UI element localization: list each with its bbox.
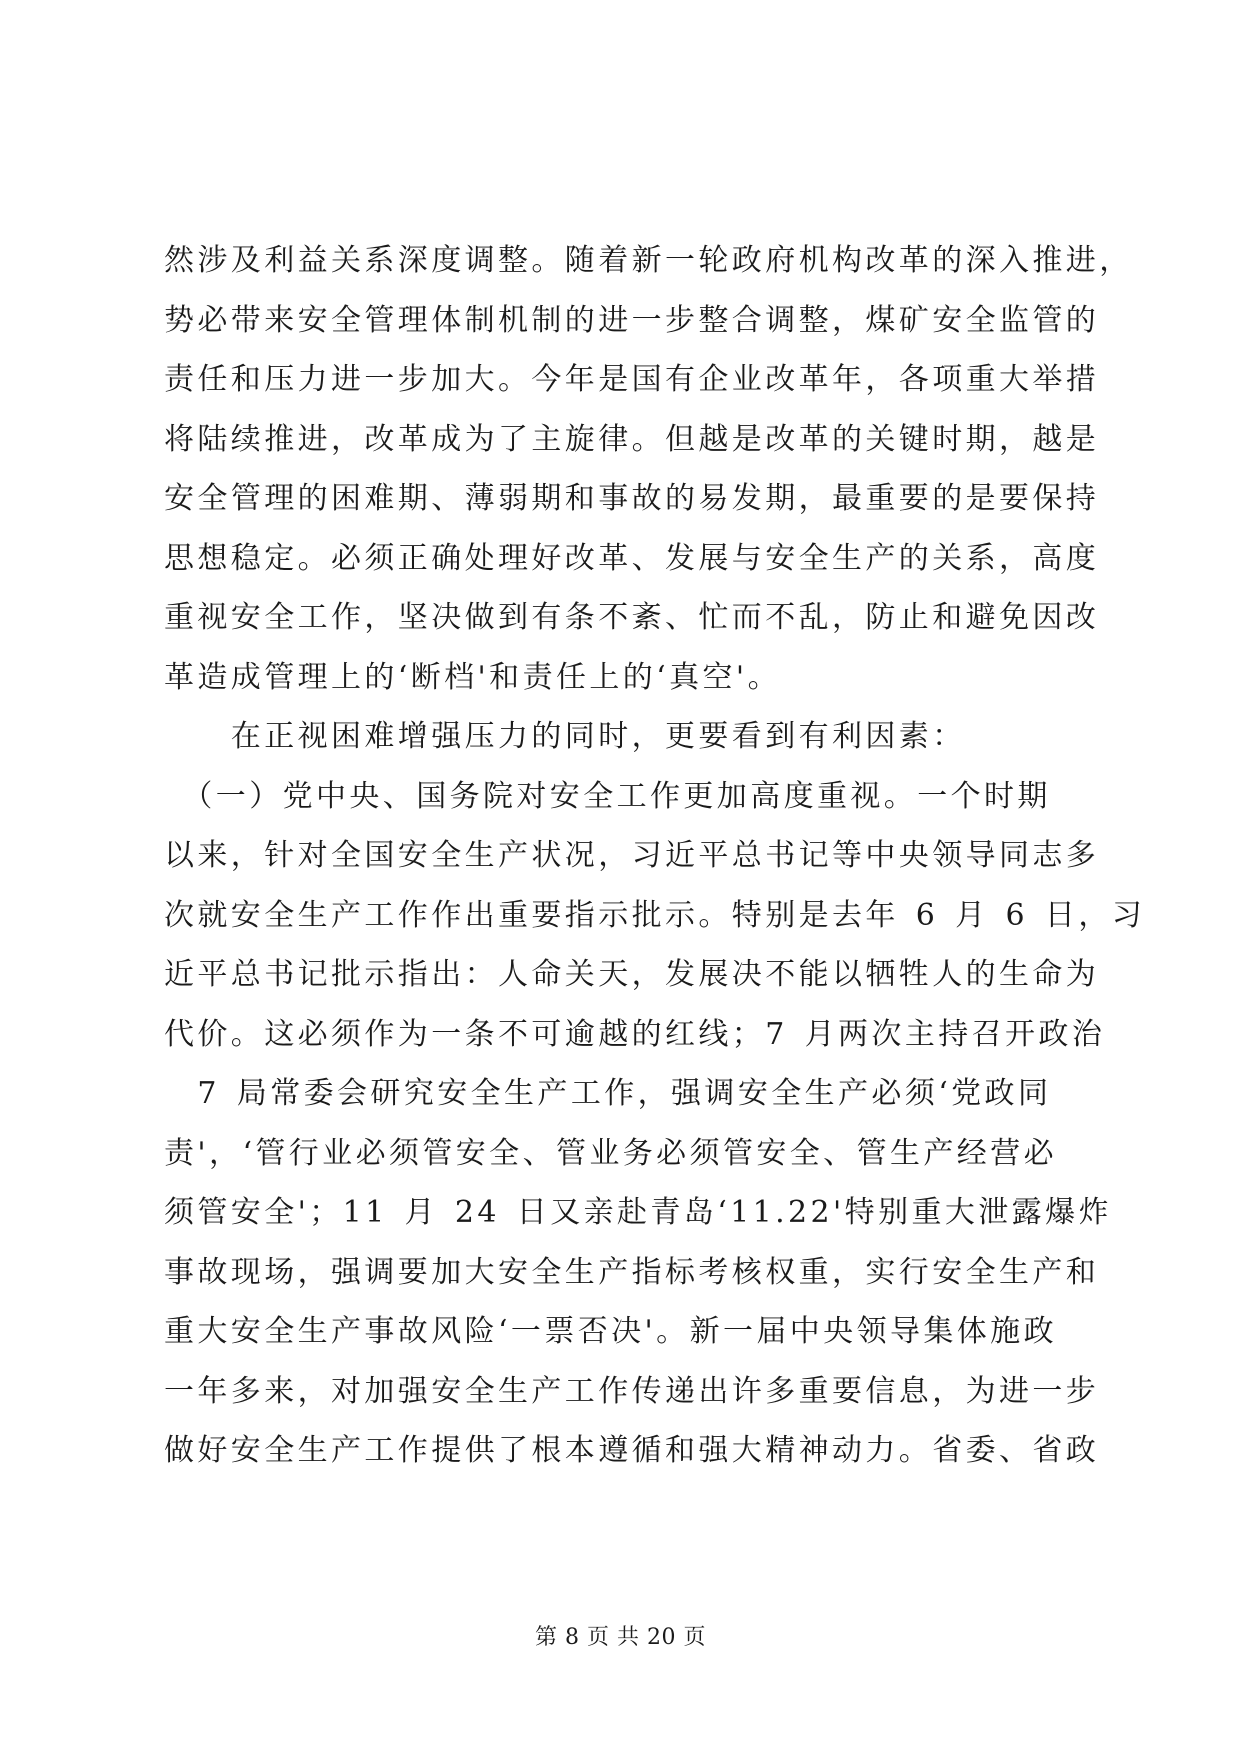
text-line-20: 一年多来，对加强安全生产工作传递出许多重要信息，为进一步: [164, 1373, 1100, 1409]
text-line-15: 7 局常委会研究安全生产工作，强调安全生产必须‘党政同: [164, 1076, 1052, 1111]
text-line-7: 重视安全工作，坚决做到有条不紊、忙而不乱，防止和避免因改: [164, 600, 1100, 635]
text-line-3: 责任和压力进一步加大。今年是国有企业改革年，各项重大举措: [164, 362, 1100, 397]
text-line-4: 将陆续推进，改革成为了主旋律。但越是改革的关键时期，越是: [164, 421, 1100, 457]
text-line-5: 安全管理的困难期、薄弱期和事故的易发期，最重要的是要保持: [164, 481, 1100, 516]
text-line-9: 在正视困难增强压力的同时，更要看到有利因素：: [164, 719, 966, 754]
text-line-19: 重大安全生产事故风险‘一票否决'。新一届中央领导集体施政: [164, 1314, 1057, 1349]
text-line-21: 做好安全生产工作提供了根本遵循和强大精神动力。省委、省政: [164, 1433, 1100, 1468]
text-line-12: 次就安全生产工作作出重要指示批示。特别是去年 6 月 6 日，习: [164, 897, 1146, 933]
text-line-10: （一）党中央、国务院对安全工作更加高度重视。一个时期: [164, 778, 1051, 814]
text-line-11: 以来，针对全国安全生产状况，习近平总书记等中央领导同志多: [164, 838, 1100, 873]
text-line-16: 责'，‘管行业必须管安全、管业务必须管安全、管生产经营必: [164, 1135, 1057, 1171]
text-line-6: 思想稳定。必须正确处理好改革、发展与安全生产的关系，高度: [164, 540, 1100, 576]
text-line-2: 势必带来安全管理体制机制的进一步整合调整，煤矿安全监管的: [164, 302, 1100, 338]
text-line-8: 革造成管理上的‘断档'和责任上的‘真空'。: [164, 659, 781, 695]
text-line-14: 代价。这必须作为一条不可逾越的红线；7 月两次主持召开政治: [164, 1016, 1106, 1052]
text-line-13: 近平总书记批示指出：人命关天，发展决不能以牺牲人的生命为: [164, 957, 1100, 992]
body-text: [164, 231, 1146, 1481]
text-line-18: 事故现场，强调要加大安全生产指标考核权重，实行安全生产和: [164, 1254, 1100, 1290]
text-line-17: 须管安全'；11 月 24 日又亲赴青岛‘11.22'特别重大泄露爆炸: [164, 1195, 1112, 1230]
page-number-footer: 第 8 页 共 20 页: [535, 1625, 706, 1650]
text-line-1: 然涉及利益关系深度调整。随着新一轮政府机构改革的深入推进，: [164, 243, 1133, 278]
